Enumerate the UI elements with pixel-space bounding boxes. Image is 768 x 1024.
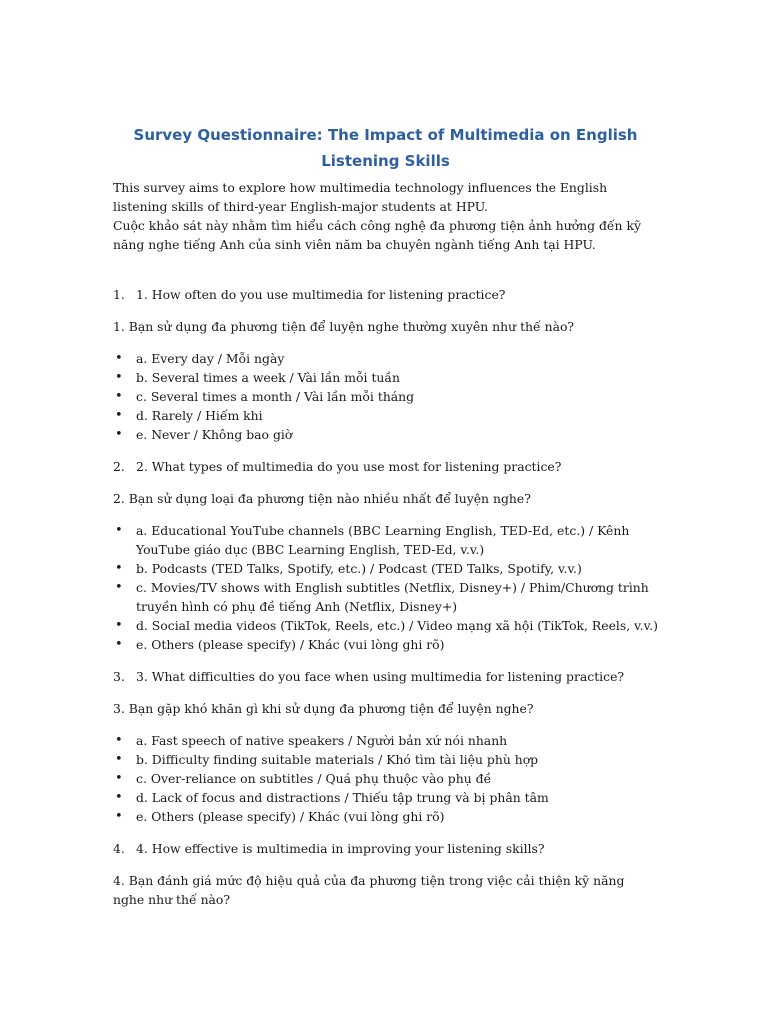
option-item xyxy=(113,731,658,750)
option-label: c. Movies/TV shows with English subtitles (Netflix, Disney+) / Phim/Chương trình truyền hình có phụ đề tiếng Anh (Netflix, Disney+) xyxy=(136,580,649,614)
option-item xyxy=(113,750,658,769)
spacer xyxy=(113,304,658,317)
question-2-number: 2. xyxy=(113,459,125,474)
spacer xyxy=(113,718,658,731)
question-2-options xyxy=(113,521,658,654)
spacer xyxy=(113,476,658,489)
bullet-icon: • xyxy=(115,427,123,442)
option-item xyxy=(113,349,658,368)
intro xyxy=(113,178,658,254)
option-label: b. Podcasts (TED Talks, Spotify, etc.) / Podcast (TED Talks, Spotify, v.v.) xyxy=(136,561,582,576)
question-3-vietnamese: 3. Bạn gặp khó khăn gì khi sử dụng đa phương tiện để luyện nghe? xyxy=(113,701,534,716)
bullet-icon: • xyxy=(115,561,123,576)
bullet-icon: • xyxy=(115,580,123,595)
bullet-icon: • xyxy=(115,351,123,366)
option-label: c. Several times a month / Vài lần mỗi tháng xyxy=(136,389,415,404)
option-label: e. Never / Không bao giờ xyxy=(136,427,293,442)
bullet-icon: • xyxy=(115,752,123,767)
question-3 xyxy=(113,667,658,826)
intro-english: This survey aims to explore how multimedia technology influences the English listening skills of third-year English-major students at HPU. xyxy=(113,180,608,214)
option-label: d. Rarely / Hiếm khi xyxy=(136,408,263,423)
option-item xyxy=(113,425,658,444)
option-item xyxy=(113,559,658,578)
option-item xyxy=(113,578,658,616)
option-label: d. Social media videos (TikTok, Reels, etc.) / Video mạng xã hội (TikTok, Reels, v.v.) xyxy=(136,618,658,633)
bullet-icon: • xyxy=(115,523,123,538)
intro-vietnamese: Cuộc khảo sát này nhằm tìm hiểu cách công nghệ đa phương tiện ảnh hưởng đến kỹ năng nghe tiếng Anh của sinh viên năm ba chuyên ngành tiếng Anh tại HPU. xyxy=(113,218,641,252)
spacer xyxy=(113,686,658,699)
question-1 xyxy=(113,285,658,444)
question-1-number: 1. xyxy=(113,287,125,302)
option-label: a. Fast speech of native speakers / Người bản xứ nói nhanh xyxy=(136,733,508,748)
question-4-vietnamese: 4. Bạn đánh giá mức độ hiệu quả của đa phương tiện trong việc cải thiện kỹ năng nghe như thế nào? xyxy=(113,873,625,907)
question-4-number: 4. xyxy=(113,841,125,856)
bullet-icon: • xyxy=(115,637,123,652)
option-label: d. Lack of focus and distractions / Thiếu tập trung và bị phân tâm xyxy=(136,790,549,805)
spacer xyxy=(113,508,658,521)
question-2 xyxy=(113,457,658,654)
question-1-english-line xyxy=(113,285,658,304)
spacer xyxy=(113,444,658,457)
bullet-icon: • xyxy=(115,389,123,404)
option-item xyxy=(113,387,658,406)
question-4-english-line xyxy=(113,839,658,858)
bullet-icon: • xyxy=(115,618,123,633)
bullet-icon: • xyxy=(115,790,123,805)
option-label: b. Difficulty finding suitable materials / Khó tìm tài liệu phù hợp xyxy=(136,752,539,767)
question-3-english: 3. What difficulties do you face when using multimedia for listening practice? xyxy=(136,669,625,684)
spacer xyxy=(113,336,658,349)
question-2-english: 2. What types of multimedia do you use most for listening practice? xyxy=(136,459,562,474)
question-4 xyxy=(113,839,658,909)
bullet-icon: • xyxy=(115,809,123,824)
option-label: c. Over-reliance on subtitles / Quá phụ thuộc vào phụ đề xyxy=(136,771,492,786)
question-3-number: 3. xyxy=(113,669,125,684)
option-item xyxy=(113,521,658,559)
option-label: a. Every day / Mỗi ngày xyxy=(136,351,285,366)
bullet-icon: • xyxy=(115,408,123,423)
spacer xyxy=(113,858,658,871)
option-item xyxy=(113,406,658,425)
question-1-options xyxy=(113,349,658,444)
question-1-english: 1. How often do you use multimedia for listening practice? xyxy=(136,287,506,302)
question-3-options xyxy=(113,731,658,826)
bullet-icon: • xyxy=(115,733,123,748)
option-label: e. Others (please specify) / Khác (vui lòng ghi rõ) xyxy=(136,809,445,824)
spacer xyxy=(113,654,658,667)
option-item xyxy=(113,807,658,826)
question-2-english-line xyxy=(113,457,658,476)
question-1-vietnamese: 1. Bạn sử dụng đa phương tiện để luyện nghe thường xuyên như thế nào? xyxy=(113,319,575,334)
option-item xyxy=(113,368,658,387)
spacer xyxy=(113,254,658,285)
question-2-vietnamese: 2. Bạn sử dụng loại đa phương tiện nào nhiều nhất để luyện nghe? xyxy=(113,491,531,506)
question-4-english: 4. How effective is multimedia in improving your listening skills? xyxy=(136,841,545,856)
option-item xyxy=(113,788,658,807)
bullet-icon: • xyxy=(115,370,123,385)
option-label: e. Others (please specify) / Khác (vui lòng ghi rõ) xyxy=(136,637,445,652)
document-title: Survey Questionnaire: The Impact of Multimedia on English Listening Skills xyxy=(133,126,638,170)
option-label: a. Educational YouTube channels (BBC Learning English, TED-Ed, etc.) / Kênh YouTube giáo dục (BBC Learning English, TED-Ed, v.v.) xyxy=(136,523,630,557)
question-3-english-line xyxy=(113,667,658,686)
spacer xyxy=(113,826,658,839)
option-label: b. Several times a week / Vài lần mỗi tuần xyxy=(136,370,400,385)
option-item xyxy=(113,635,658,654)
option-item xyxy=(113,616,658,635)
option-item xyxy=(113,769,658,788)
bullet-icon: • xyxy=(115,771,123,786)
